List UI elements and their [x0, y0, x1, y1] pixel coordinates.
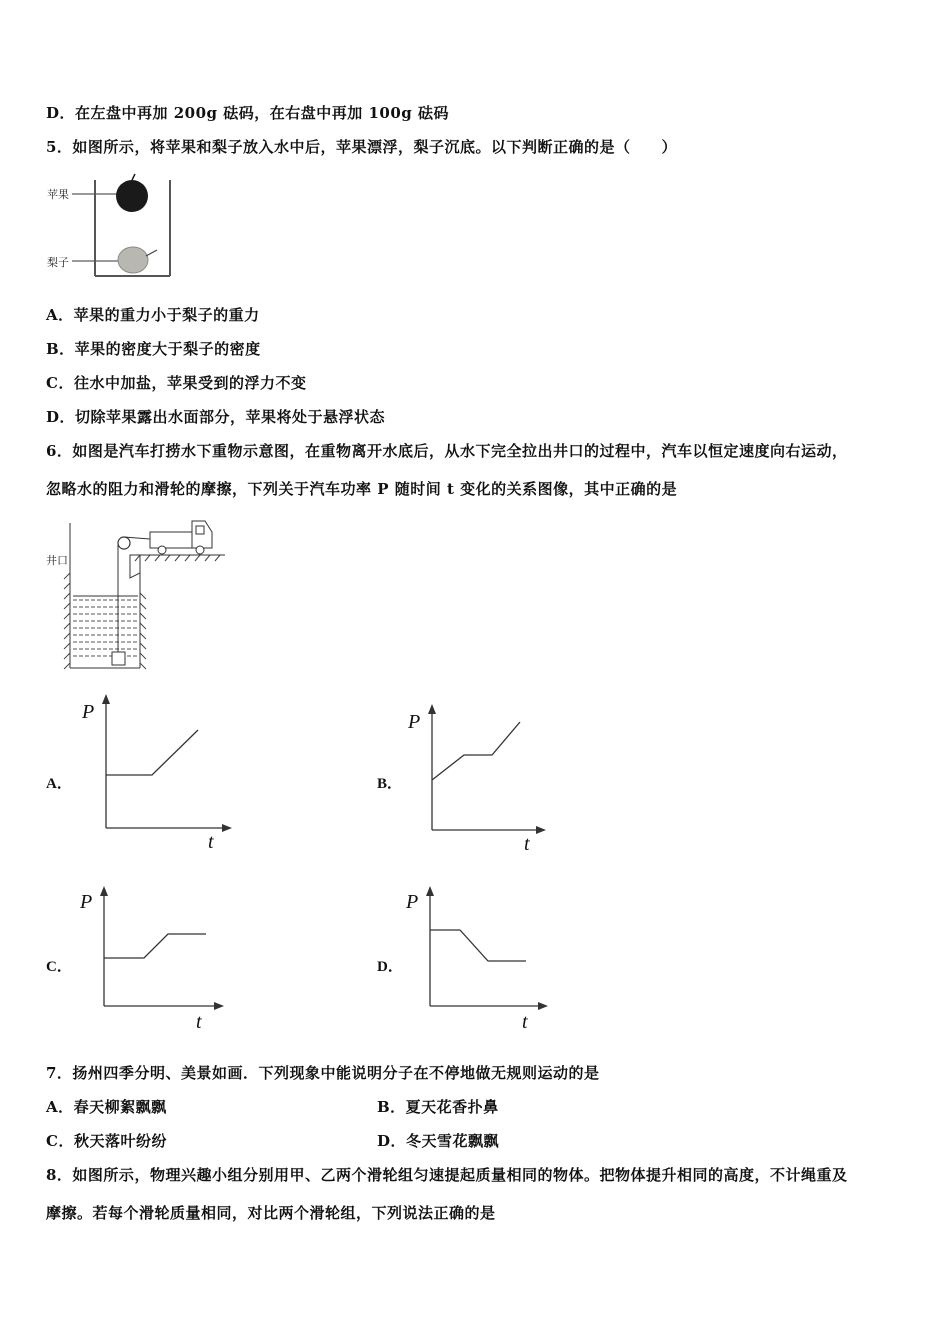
- apple-pear-beaker-drawing: [40, 172, 190, 282]
- graph-d-curve: [430, 930, 526, 961]
- truck-well-drawing: [40, 518, 240, 673]
- graph-a: [78, 692, 248, 862]
- graph-c-curve: [104, 934, 206, 958]
- q5-option-b: B．苹果的密度大于梨子的密度: [46, 340, 261, 358]
- graph-b-label: B．: [377, 776, 403, 792]
- pear-label: 梨子: [47, 256, 69, 269]
- q5-option-d: D．切除苹果露出水面部分，苹果将处于悬浮状态: [46, 408, 386, 426]
- q6-stem-line2: 忽略水的阻力和滑轮的摩擦，下列关于汽车功率 P 随时间 t 变化的关系图像，其中正确的是: [46, 480, 678, 498]
- graph-c: [76, 882, 246, 1032]
- q7-stem: 7．扬州四季分明、美景如画．下列现象中能说明分子在不停地做无规则运动的是: [46, 1064, 600, 1082]
- q7-option-c: C．秋天落叶纷纷: [46, 1132, 167, 1150]
- graph-b-x-axis-label: t: [524, 833, 530, 855]
- graph-d: [404, 882, 574, 1032]
- graph-d-x-axis-label: t: [522, 1011, 528, 1033]
- graph-d-y-axis-label: P: [406, 891, 419, 913]
- graph-b-curve: [432, 722, 520, 780]
- q4-option-d: D．在左盘中再加 200g 砝码，在右盘中再加 100g 砝码: [46, 104, 449, 122]
- well-mouth-label: 井口: [46, 554, 68, 567]
- graph-b: [404, 700, 574, 860]
- graph-a-y-axis-label: P: [82, 701, 95, 723]
- q6-well-figure: [40, 518, 240, 673]
- graph-a-curve: [106, 730, 198, 775]
- q5-option-c: C．往水中加盐，苹果受到的浮力不变: [46, 374, 307, 392]
- q5-figure: [40, 172, 190, 282]
- graph-c-y-axis-label: P: [80, 891, 93, 913]
- q7-option-d: D．冬天雪花飘飘: [377, 1132, 500, 1150]
- q5-option-a: A．苹果的重力小于梨子的重力: [46, 306, 260, 324]
- q8-stem-line1: 8．如图所示，物理兴趣小组分别用甲、乙两个滑轮组匀速提起质量相同的物体。把物体提升相同的高度，不计绳重及: [46, 1166, 848, 1184]
- graph-a-x-axis-label: t: [208, 831, 214, 853]
- q8-stem-line2: 摩擦。若每个滑轮质量相同，对比两个滑轮组，下列说法正确的是: [46, 1204, 496, 1222]
- q6-stem-line1: 6．如图是汽车打捞水下重物示意图，在重物离开水底后，从水下完全拉出井口的过程中，汽车以恒定速度向右运动，: [46, 442, 848, 460]
- q7-option-a: A．春天柳絮飘飘: [46, 1098, 167, 1116]
- graph-c-label: C．: [46, 959, 72, 975]
- graph-c-x-axis-label: t: [196, 1011, 202, 1033]
- apple-label: 苹果: [47, 188, 69, 201]
- graph-a-label: A．: [46, 776, 72, 792]
- graph-d-label: D．: [377, 959, 403, 975]
- graph-b-y-axis-label: P: [408, 711, 421, 733]
- q7-option-b: B．夏天花香扑鼻: [377, 1098, 499, 1116]
- q5-stem: 5．如图所示，将苹果和梨子放入水中后，苹果漂浮，梨子沉底。以下判断正确的是（ ）: [46, 138, 677, 156]
